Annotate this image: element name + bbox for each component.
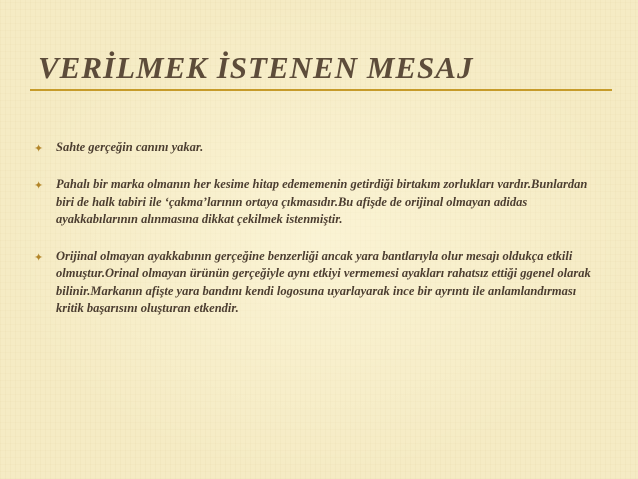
four-point-star-icon: ✦ <box>34 142 44 155</box>
four-point-star-icon: ✦ <box>34 179 44 192</box>
four-point-star-icon: ✦ <box>34 250 44 264</box>
title-underline <box>30 89 612 91</box>
bullet-text: Orijinal olmayan ayakkabının gerçeğine benzerliği ancak yara bantlarıyla olur mesajı oldukça etkili olmuştur.Orinal olmayan ürünün gerçeğiyle aynı etkiyi vermemesi ayakları rahatsız ettiği ggenel olarak bilinir.Markanın afişte yara bandını kendi logosuna uyarlayarak ince bir ayrıntı ile anlamlandırması kritik başarısını oluşturan etkendir. <box>56 248 591 315</box>
bullet-text: Sahte gerçeğin canını yakar. <box>56 140 204 154</box>
bullet-item <box>34 176 604 229</box>
bullet-text: Pahalı bir marka olmanın her kesime hitap edememenin getirdiği birtakım zorlukları vardır.Bunlardan biri de halk tabiri ile ‘çakma’larının ortaya çıkmasıdır.Bu afişde de orijinal olmayan adidas ayakkabılarının alınmasına dikkat çekilmek istenmiştir. <box>56 177 588 226</box>
slide-title: VERİLMEK İSTENEN MESAJ <box>38 50 474 85</box>
bullet-item <box>34 248 604 318</box>
bullet-item <box>34 139 604 157</box>
bullet-list <box>34 139 604 337</box>
